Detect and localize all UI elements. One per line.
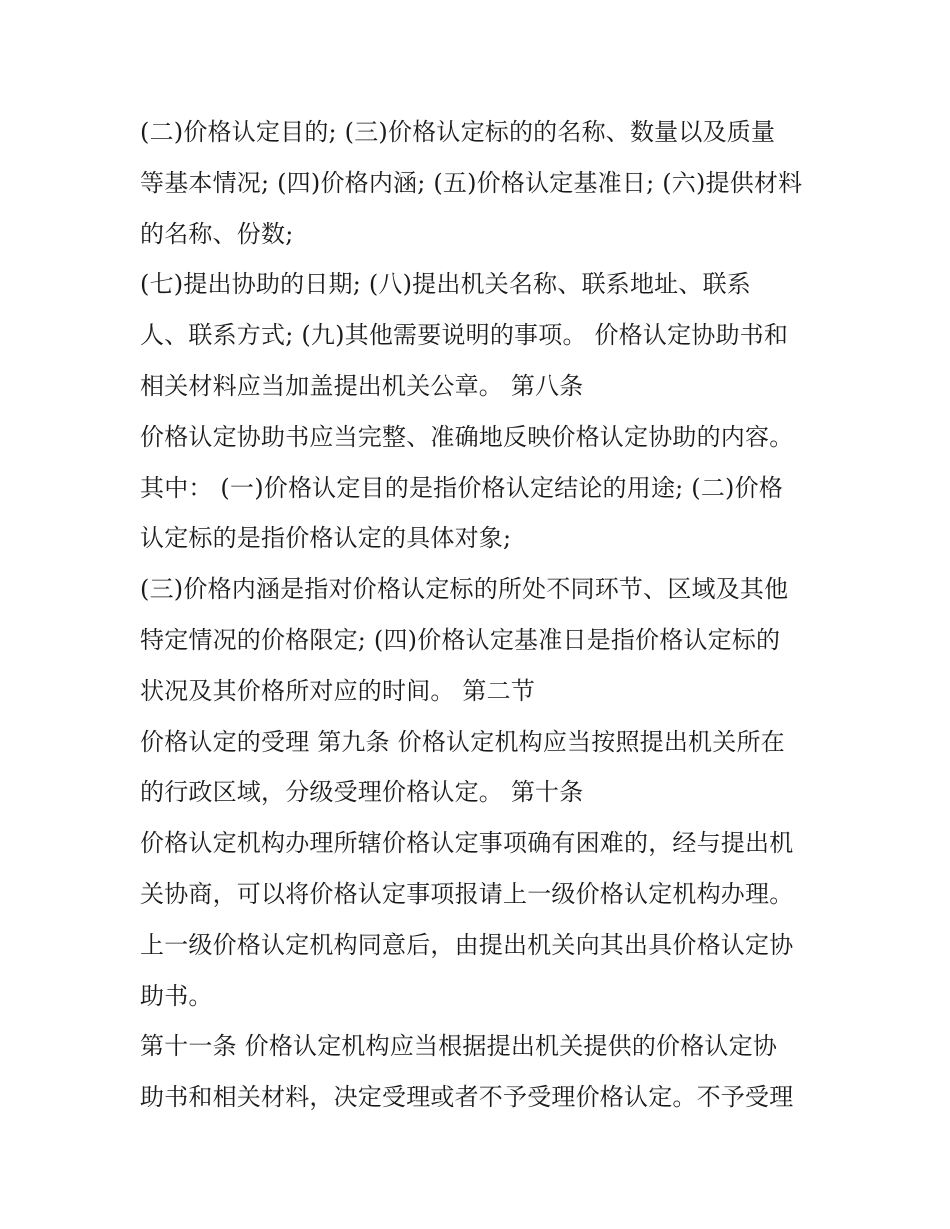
text-line: 特定情况的价格限定; (四)价格认定基准日是指价格认定标的 [140,625,781,654]
document-body [140,107,830,1123]
text-line: 其中： (一)价格认定目的是指价格认定结论的用途; (二)价格 [140,473,783,502]
text-line: 上一级价格认定机构同意后，由提出机关向其出具价格认定协 [140,930,794,959]
text-line: 助书和相关材料，决定受理或者不予受理价格认定。不予受理 [140,1083,794,1112]
text-line: 价格认定的受理 第九条 价格认定机构应当按照提出机关所在 [140,727,785,756]
text-line: 等基本情况; (四)价格内涵; (五)价格认定基准日; (六)提供材料 [140,168,803,197]
text-line: 的名称、份数; [140,219,294,248]
text-line: (三)价格内涵是指对价格认定标的所处不同环节、区域及其他 [140,575,789,604]
text-line: 关协商，可以将价格认定事项报请上一级价格认定机构办理。 [140,879,794,908]
text-line: 价格认定协助书应当完整、准确地反映价格认定协助的内容。 [140,422,794,451]
text-line: 助书。 [140,981,213,1010]
text-line: (二)价格认定目的; (三)价格认定标的的名称、数量以及质量 [140,118,776,146]
text-line: 价格认定机构办理所辖价格认定事项确有困难的，经与提出机 [140,829,794,858]
text-line: (七)提出协助的日期; (八)提出机关名称、联系地址、联系 [140,270,751,299]
text-line: 人、联系方式; (九)其他需要说明的事项。 价格认定协助书和 [140,321,789,350]
text-line: 相关材料应当加盖提出机关公章。 第八条 [140,371,584,400]
text-line: 状况及其价格所对应的时间。 第二节 [140,676,536,705]
text-line: 第十一条 价格认定机构应当根据提出机关提供的价格认定协 [140,1032,778,1061]
text-line: 的行政区域，分级受理价格认定。 第十条 [140,778,584,807]
text-line: 认定标的是指价格认定的具体对象; [140,524,512,553]
